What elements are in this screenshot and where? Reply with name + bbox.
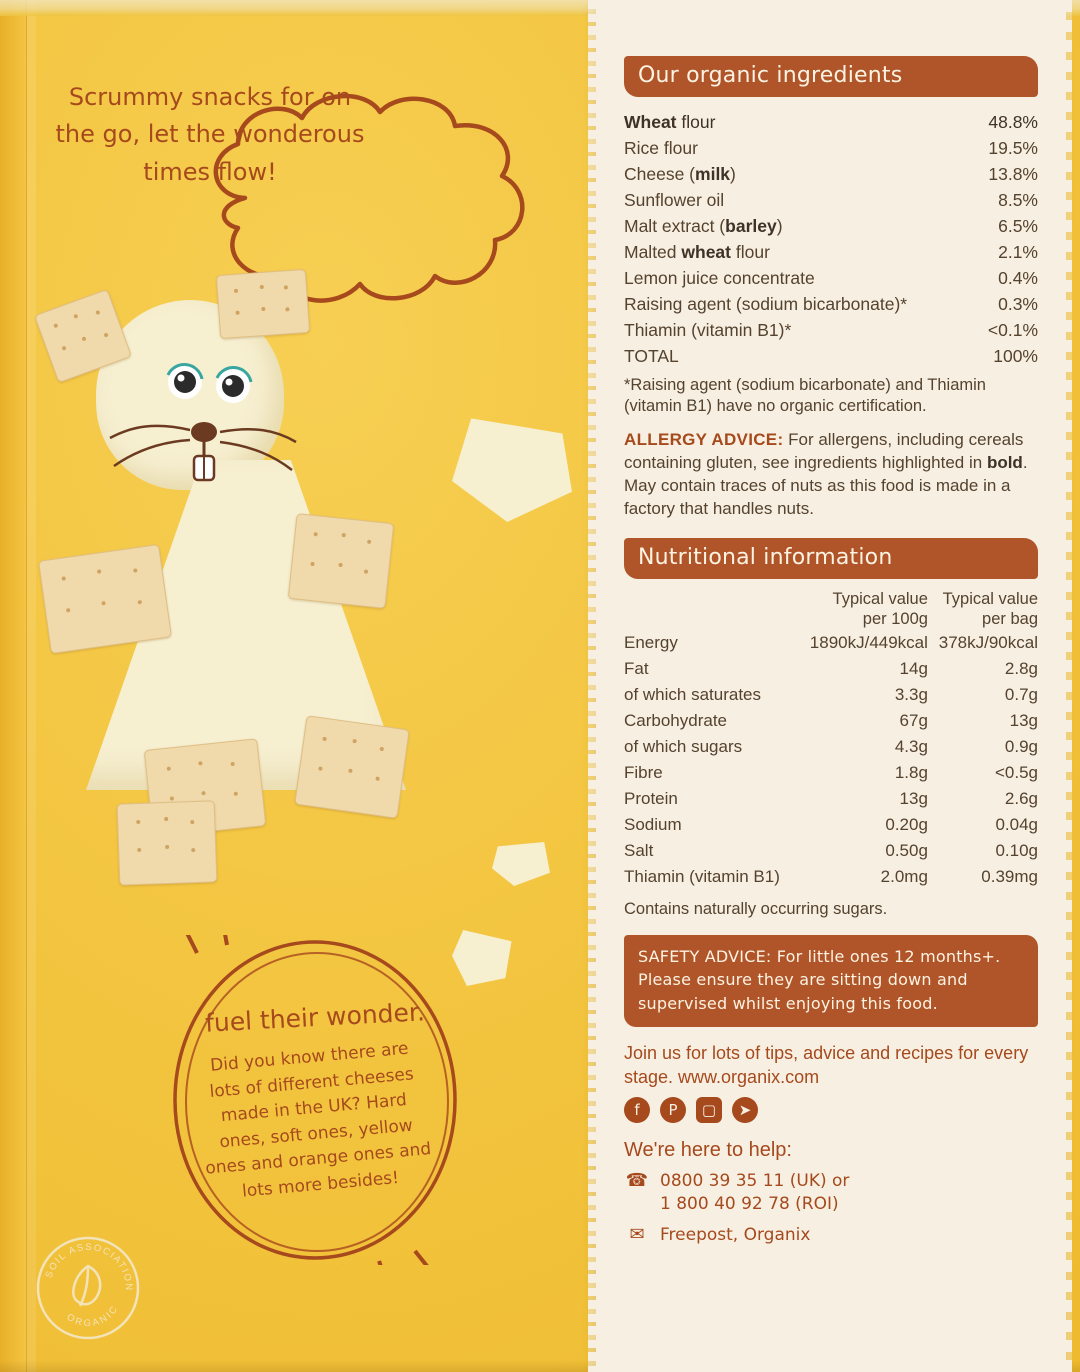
ingredient-value: 0.4%: [998, 267, 1038, 288]
table-row: [624, 343, 1038, 369]
nutrition-col1-header: Typical value per 100g: [832, 590, 928, 628]
ingredients-footnote: *Raising agent (sodium bicarbonate) and Thiamin (vitamin B1) have no organic certification.: [624, 376, 986, 416]
table-row: [624, 838, 1038, 864]
table-header-row: [624, 589, 1038, 630]
table-row: [624, 864, 1038, 890]
help-phone-text: 0800 39 35 11 (UK) or 1 800 40 92 78 (ROI): [660, 1171, 850, 1215]
safety-advice-text: For little ones 12 months+. Please ensure they are sitting down and supervised whilst enjoying this food.: [638, 947, 1001, 1013]
nutrition-label: Thiamin (vitamin B1): [624, 867, 780, 887]
table-row: [624, 786, 1038, 812]
table-row: [624, 135, 1038, 161]
table-row: [624, 213, 1038, 239]
instagram-icon[interactable]: ▢: [696, 1097, 722, 1123]
table-row: [624, 682, 1038, 708]
help-post-text: Freepost, Organix: [660, 1225, 811, 1246]
ingredients-table: [624, 109, 1038, 369]
nutrition-per-100g: 14g: [899, 659, 928, 679]
facebook-icon[interactable]: f: [624, 1097, 650, 1123]
ingredient-name: Sunflower oil: [624, 189, 725, 210]
table-row: [624, 239, 1038, 265]
table-row: [624, 265, 1038, 291]
table-row: [624, 734, 1038, 760]
help-title: We're here to help:: [624, 1139, 792, 1162]
table-row: [624, 812, 1038, 838]
nutrition-table: [624, 589, 1038, 890]
ingredient-name: Lemon juice concentrate: [624, 267, 815, 288]
ingredient-name: Rice flour: [624, 137, 698, 158]
fuel-title: fuel their wonder.: [204, 997, 426, 1038]
nutrition-per-100g: 4.3g: [894, 737, 928, 757]
nutrition-label: of which saturates: [624, 685, 762, 705]
nutrition-heading: Nutritional information: [624, 538, 1038, 579]
nutrition-label: of which sugars: [624, 737, 743, 757]
nutrition-label: Fat: [624, 659, 649, 679]
nutrition-per-bag: 13g: [1009, 711, 1038, 731]
nutrition-per-bag: 2.8g: [1004, 659, 1038, 679]
table-row: [624, 161, 1038, 187]
nutrition-per-100g: 0.20g: [885, 815, 928, 835]
pinterest-icon[interactable]: P: [660, 1097, 686, 1123]
allergy-advice-label: ALLERGY ADVICE:: [624, 430, 784, 450]
soil-arc-bottom: ORGANIC: [64, 1302, 122, 1330]
speech-bubble-text: Scrummy snacks for on the go, let the wonderous times flow!: [55, 83, 365, 186]
allergy-advice-text-2: . May contain traces of nuts as this food is made in a factory that handles nuts.: [624, 452, 1028, 518]
nutrition-per-100g: 0.50g: [885, 841, 928, 861]
table-row: [624, 109, 1038, 135]
nutrition-label: Protein: [624, 789, 678, 809]
cheese-chunk: [452, 414, 572, 522]
safety-advice: [624, 935, 1038, 1027]
cracker: [288, 513, 394, 609]
cracker: [117, 800, 218, 885]
allergy-advice-text-1: For allergens, including cereals containing gluten, see ingredients highlighted in: [624, 430, 1024, 472]
nutrition-col2-header: Typical value per bag: [942, 590, 1038, 628]
allergy-advice-bold: bold: [986, 452, 1023, 472]
nutrition-footnote: Contains naturally occurring sugars.: [624, 900, 888, 919]
nutrition-label: Energy: [624, 633, 678, 653]
information-panel: [596, 0, 1066, 1372]
table-row: [624, 187, 1038, 213]
nutrition-per-100g: 2.0mg: [880, 867, 928, 887]
allergy-advice: [624, 429, 1038, 520]
ingredient-name: Wheat flour: [624, 111, 716, 132]
telephone-icon: ☎: [625, 1170, 649, 1192]
cracker: [216, 269, 310, 339]
table-row: [624, 317, 1038, 343]
ingredient-value: 13.8%: [988, 163, 1038, 184]
nutrition-per-bag: 0.9g: [1004, 737, 1038, 757]
ingredient-name: Cheese (milk): [624, 163, 736, 184]
nutrition-per-100g: 67g: [899, 711, 928, 731]
ingredient-value: 2.1%: [998, 241, 1038, 262]
social-links: [624, 1097, 1038, 1123]
safety-advice-label: SAFETY ADVICE:: [638, 947, 772, 967]
nutrition-per-100g: 1890kJ/449kcal: [809, 633, 928, 653]
svg-text:ORGANIC: [65, 1303, 122, 1329]
nutrition-label: Sodium: [624, 815, 682, 835]
nutrition-per-bag: 2.6g: [1004, 789, 1038, 809]
ingredients-heading: Our organic ingredients: [624, 56, 1038, 97]
ingredient-value: 19.5%: [988, 137, 1038, 158]
ingredient-value: <0.1%: [987, 319, 1038, 340]
nutrition-per-100g: 13g: [899, 789, 928, 809]
nutrition-label: Fibre: [624, 763, 663, 783]
help-post-row: [624, 1224, 1038, 1247]
nutrition-per-100g: 3.3g: [894, 685, 928, 705]
nutrition-per-bag: 0.10g: [995, 841, 1038, 861]
fuel-their-wonder-text: [165, 935, 465, 1265]
ingredient-name: Raising agent (sodium bicarbonate)*: [624, 293, 908, 314]
ingredient-name: Malt extract (barley): [624, 215, 783, 236]
help-phone-row: [624, 1170, 1038, 1216]
envelope-icon: ✉: [629, 1224, 645, 1246]
nutrition-label: Carbohydrate: [624, 711, 728, 731]
ingredient-value: 8.5%: [998, 189, 1038, 210]
ingredient-name: Thiamin (vitamin B1)*: [624, 319, 792, 340]
nutrition-per-bag: 0.39mg: [981, 867, 1038, 887]
soil-arc-top: SOIL ASSOCIATION: [43, 1241, 135, 1292]
ingredient-value: 6.5%: [998, 215, 1038, 236]
ingredient-value: 100%: [993, 345, 1038, 366]
nutrition-per-100g: 1.8g: [894, 763, 928, 783]
cracker: [294, 715, 410, 819]
table-row: [624, 630, 1038, 656]
table-row: [624, 708, 1038, 734]
nutrition-per-bag: <0.5g: [994, 763, 1038, 783]
soil-association-organic-logo: [36, 1236, 140, 1340]
fuel-body: Did you know there are lots of different cheeses made in the UK? Hard ones, soft ones, yellow ones and orange ones and lots more besides!: [204, 1038, 432, 1202]
ingredient-value: 0.3%: [998, 293, 1038, 314]
twitter-icon[interactable]: ➤: [732, 1097, 758, 1123]
cheese-crumb: [492, 842, 550, 886]
cracker: [38, 544, 172, 654]
nutrition-per-bag: 0.7g: [1004, 685, 1038, 705]
ingredient-name: TOTAL: [624, 345, 679, 366]
ingredient-name: Malted wheat flour: [624, 241, 770, 262]
nutrition-label: Salt: [624, 841, 654, 861]
table-row: [624, 656, 1038, 682]
nutrition-per-bag: 0.04g: [995, 815, 1038, 835]
table-row: [624, 291, 1038, 317]
ingredient-value: 48.8%: [988, 111, 1038, 132]
nutrition-per-bag: 378kJ/90kcal: [938, 633, 1038, 653]
join-us-text: Join us for lots of tips, advice and recipes for every stage. www.organix.com: [624, 1042, 1029, 1088]
table-row: [624, 760, 1038, 786]
